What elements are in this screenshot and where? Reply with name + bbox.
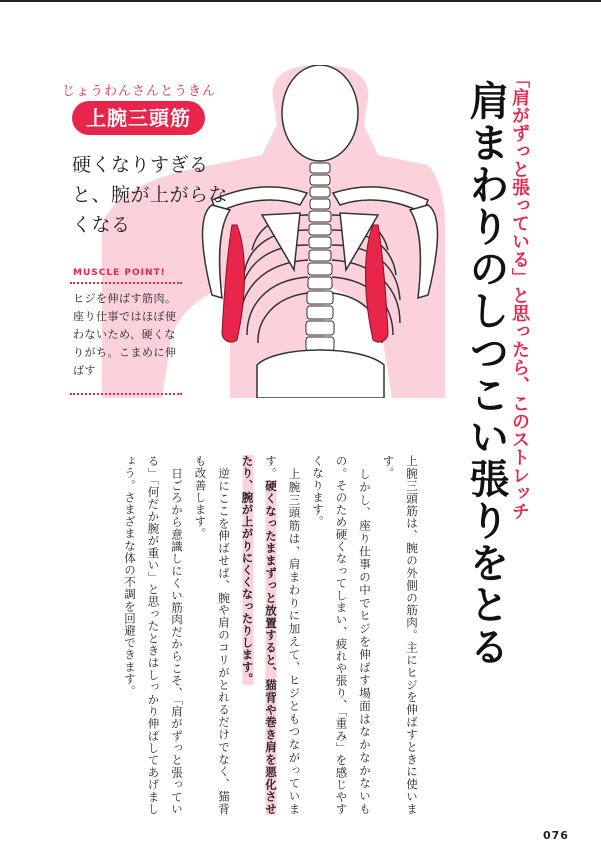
body-paragraph-4 bbox=[188, 455, 235, 815]
body-p2: しかし、座り仕事の中でヒジを伸ばす場面はなかなかないもの。そのため硬くなってしまい、疲れや張り、「重み」を感じやすくなります。 bbox=[311, 455, 372, 815]
muscle-point-text: ヒジを伸ばす筋肉。座り仕事ではほぼ使わないため、硬くなりがち。こまめに伸ばす bbox=[73, 292, 177, 377]
body-p1: 上腕三頭筋は、腕の外側の筋肉。主にヒジを伸ばすときに使います。 bbox=[381, 455, 419, 815]
muscle-point-label: MUSCLE POINT! bbox=[73, 268, 166, 278]
body-text bbox=[58, 455, 423, 815]
page-title: 肩まわりのしつこい張りをとる bbox=[463, 80, 509, 668]
body-p4: 逆にここを伸ばせば、腕や肩のコリがとれるだけでなく、猫背も改善します。 bbox=[193, 455, 231, 815]
muscle-point-bottom-rule bbox=[70, 393, 182, 395]
body-p5: 日ごろから意識しにくい筋肉だからこそ、「肩がずっと張っている」「何だか腕が重い」と思ったときはしっかり伸ばしてあげましょう。さまざまな体の不調を回避できます。 bbox=[123, 455, 184, 815]
body-p3-highlight: 硬くなったままずっと放置すると、猫背や巻き肩を悪化させたり、腕が上がりにくくなったりします。 bbox=[240, 455, 278, 816]
page-subtitle: 「肩がずっと張っている」と思ったら、このストレッチ bbox=[509, 70, 530, 520]
muscle-reading: じょうわんさんとうきん bbox=[62, 84, 217, 99]
body-paragraph-1 bbox=[376, 455, 423, 815]
spine bbox=[306, 163, 334, 351]
muscle-name-badge: 上腕三頭筋 bbox=[72, 101, 205, 135]
body-paragraph-3 bbox=[235, 455, 306, 815]
top-border bbox=[0, 0, 601, 2]
muscle-tagline: 硬くなりすぎると、腕が上がらなくなる bbox=[72, 154, 229, 236]
page-number: 076 bbox=[543, 829, 569, 842]
body-paragraph-5 bbox=[118, 455, 189, 815]
body-paragraph-2 bbox=[306, 455, 377, 815]
muscle-point-top-rule bbox=[70, 282, 182, 284]
pelvis bbox=[257, 350, 384, 398]
skull bbox=[282, 65, 358, 161]
body-p3: 上腕三頭筋は、肩まわりに加えて、ヒジともつながっています。 bbox=[264, 455, 302, 815]
